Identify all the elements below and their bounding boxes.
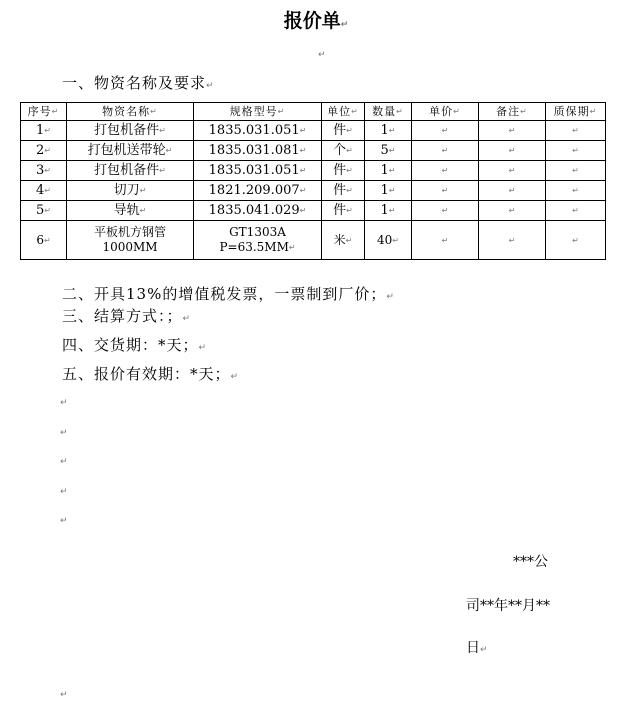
cell-no: 5↵ — [21, 201, 67, 221]
cell-remark: ↵ — [479, 221, 546, 260]
cell-warranty: ↵ — [546, 181, 606, 201]
table-row — [21, 121, 606, 141]
table-row — [21, 141, 606, 161]
cell-qty: 40↵ — [365, 221, 412, 260]
cell-qty: 5↵ — [365, 141, 412, 161]
cell-spec: 1835.031.051↵ — [194, 121, 322, 141]
cell-spec-line1: GT1303A — [229, 225, 286, 239]
table-row — [21, 181, 606, 201]
paragraph-mark: ↵ — [340, 20, 349, 30]
cell-no: 6↵ — [21, 221, 67, 260]
cell-unit: 件↵ — [322, 201, 365, 221]
signature-company: ***公 — [513, 554, 548, 570]
cell-remark: ↵ — [479, 181, 546, 201]
paragraph-mark: ↵ — [60, 428, 68, 438]
cell-remark: ↵ — [479, 141, 546, 161]
cell-price: ↵ — [412, 201, 479, 221]
cell-unit: 件↵ — [322, 161, 365, 181]
cell-spec: 1835.031.081↵ — [194, 141, 322, 161]
cell-price: ↵ — [412, 221, 479, 260]
section-invoice: 二、开具13%的增值税发票，一票制到厂价；↵ — [62, 285, 395, 303]
table-row — [21, 221, 606, 260]
cell-qty: 1↵ — [365, 181, 412, 201]
cell-name: 打包机送带轮↵ — [67, 141, 194, 161]
cell-unit: 个↵ — [322, 141, 365, 161]
cell-qty: 1↵ — [365, 161, 412, 181]
cell-spec: 1835.031.051↵ — [194, 161, 322, 181]
section-materials-heading: 一、物资名称及要求↵ — [62, 74, 215, 92]
cell-unit: 件↵ — [322, 121, 365, 141]
cell-name: 打包机备件↵ — [67, 161, 194, 181]
cell-warranty: ↵ — [546, 221, 606, 260]
section-delivery: 四、交货期：*天；↵ — [62, 336, 208, 354]
cell-warranty: ↵ — [546, 161, 606, 181]
cell-qty: 1↵ — [365, 121, 412, 141]
cell-qty: 1↵ — [365, 201, 412, 221]
cell-spec: 1835.041.029↵ — [194, 201, 322, 221]
cell-warranty: ↵ — [546, 121, 606, 141]
paragraph-mark: ↵ — [318, 50, 326, 60]
signature-day: 日↵ — [466, 640, 488, 656]
table-header-row — [21, 103, 606, 121]
cell-warranty: ↵ — [546, 201, 606, 221]
cell-remark: ↵ — [479, 161, 546, 181]
header-cell-price: 单价↵ — [412, 103, 479, 121]
cell-name-line2: 1000MM — [102, 240, 158, 254]
section-validity: 五、报价有效期：*天；↵ — [62, 365, 240, 383]
header-cell-no: 序号↵ — [21, 103, 67, 121]
cell-price: ↵ — [412, 161, 479, 181]
cell-name — [67, 221, 194, 260]
cell-no: 1↵ — [21, 121, 67, 141]
cell-name: 打包机备件↵ — [67, 121, 194, 141]
signature-date: 司**年**月** — [466, 598, 550, 614]
cell-no: 4↵ — [21, 181, 67, 201]
cell-unit: 米↵ — [322, 221, 365, 260]
quote-table — [20, 102, 606, 260]
cell-price: ↵ — [412, 181, 479, 201]
header-cell-spec: 规格型号↵ — [194, 103, 322, 121]
header-cell-warranty: 质保期↵ — [546, 103, 606, 121]
cell-remark: ↵ — [479, 121, 546, 141]
table-row — [21, 201, 606, 221]
paragraph-mark: ↵ — [60, 690, 68, 700]
header-cell-qty: 数量↵ — [365, 103, 412, 121]
header-cell-unit: 单位↵ — [322, 103, 365, 121]
page-title: 报价单↵ — [283, 10, 349, 32]
table-row — [21, 161, 606, 181]
cell-spec — [194, 221, 322, 260]
cell-no: 2↵ — [21, 141, 67, 161]
header-cell-name: 物资名称↵ — [67, 103, 194, 121]
cell-price: ↵ — [412, 121, 479, 141]
paragraph-mark: ↵ — [60, 487, 68, 497]
section-settlement: 三、结算方式：；↵ — [62, 307, 192, 325]
cell-name: 切刀↵ — [67, 181, 194, 201]
cell-spec: 1821.209.007↵ — [194, 181, 322, 201]
cell-spec-line2: P=63.5MM↵ — [219, 240, 296, 254]
cell-price: ↵ — [412, 141, 479, 161]
paragraph-mark: ↵ — [60, 457, 68, 467]
paragraph-mark: ↵ — [60, 516, 68, 526]
cell-unit: 件↵ — [322, 181, 365, 201]
cell-warranty: ↵ — [546, 141, 606, 161]
header-cell-remark: 备注↵ — [479, 103, 546, 121]
cell-name: 导轨↵ — [67, 201, 194, 221]
paragraph-mark: ↵ — [60, 398, 68, 408]
cell-remark: ↵ — [479, 201, 546, 221]
cell-no: 3↵ — [21, 161, 67, 181]
cell-name-line1: 平板机方钢管 — [93, 225, 166, 239]
